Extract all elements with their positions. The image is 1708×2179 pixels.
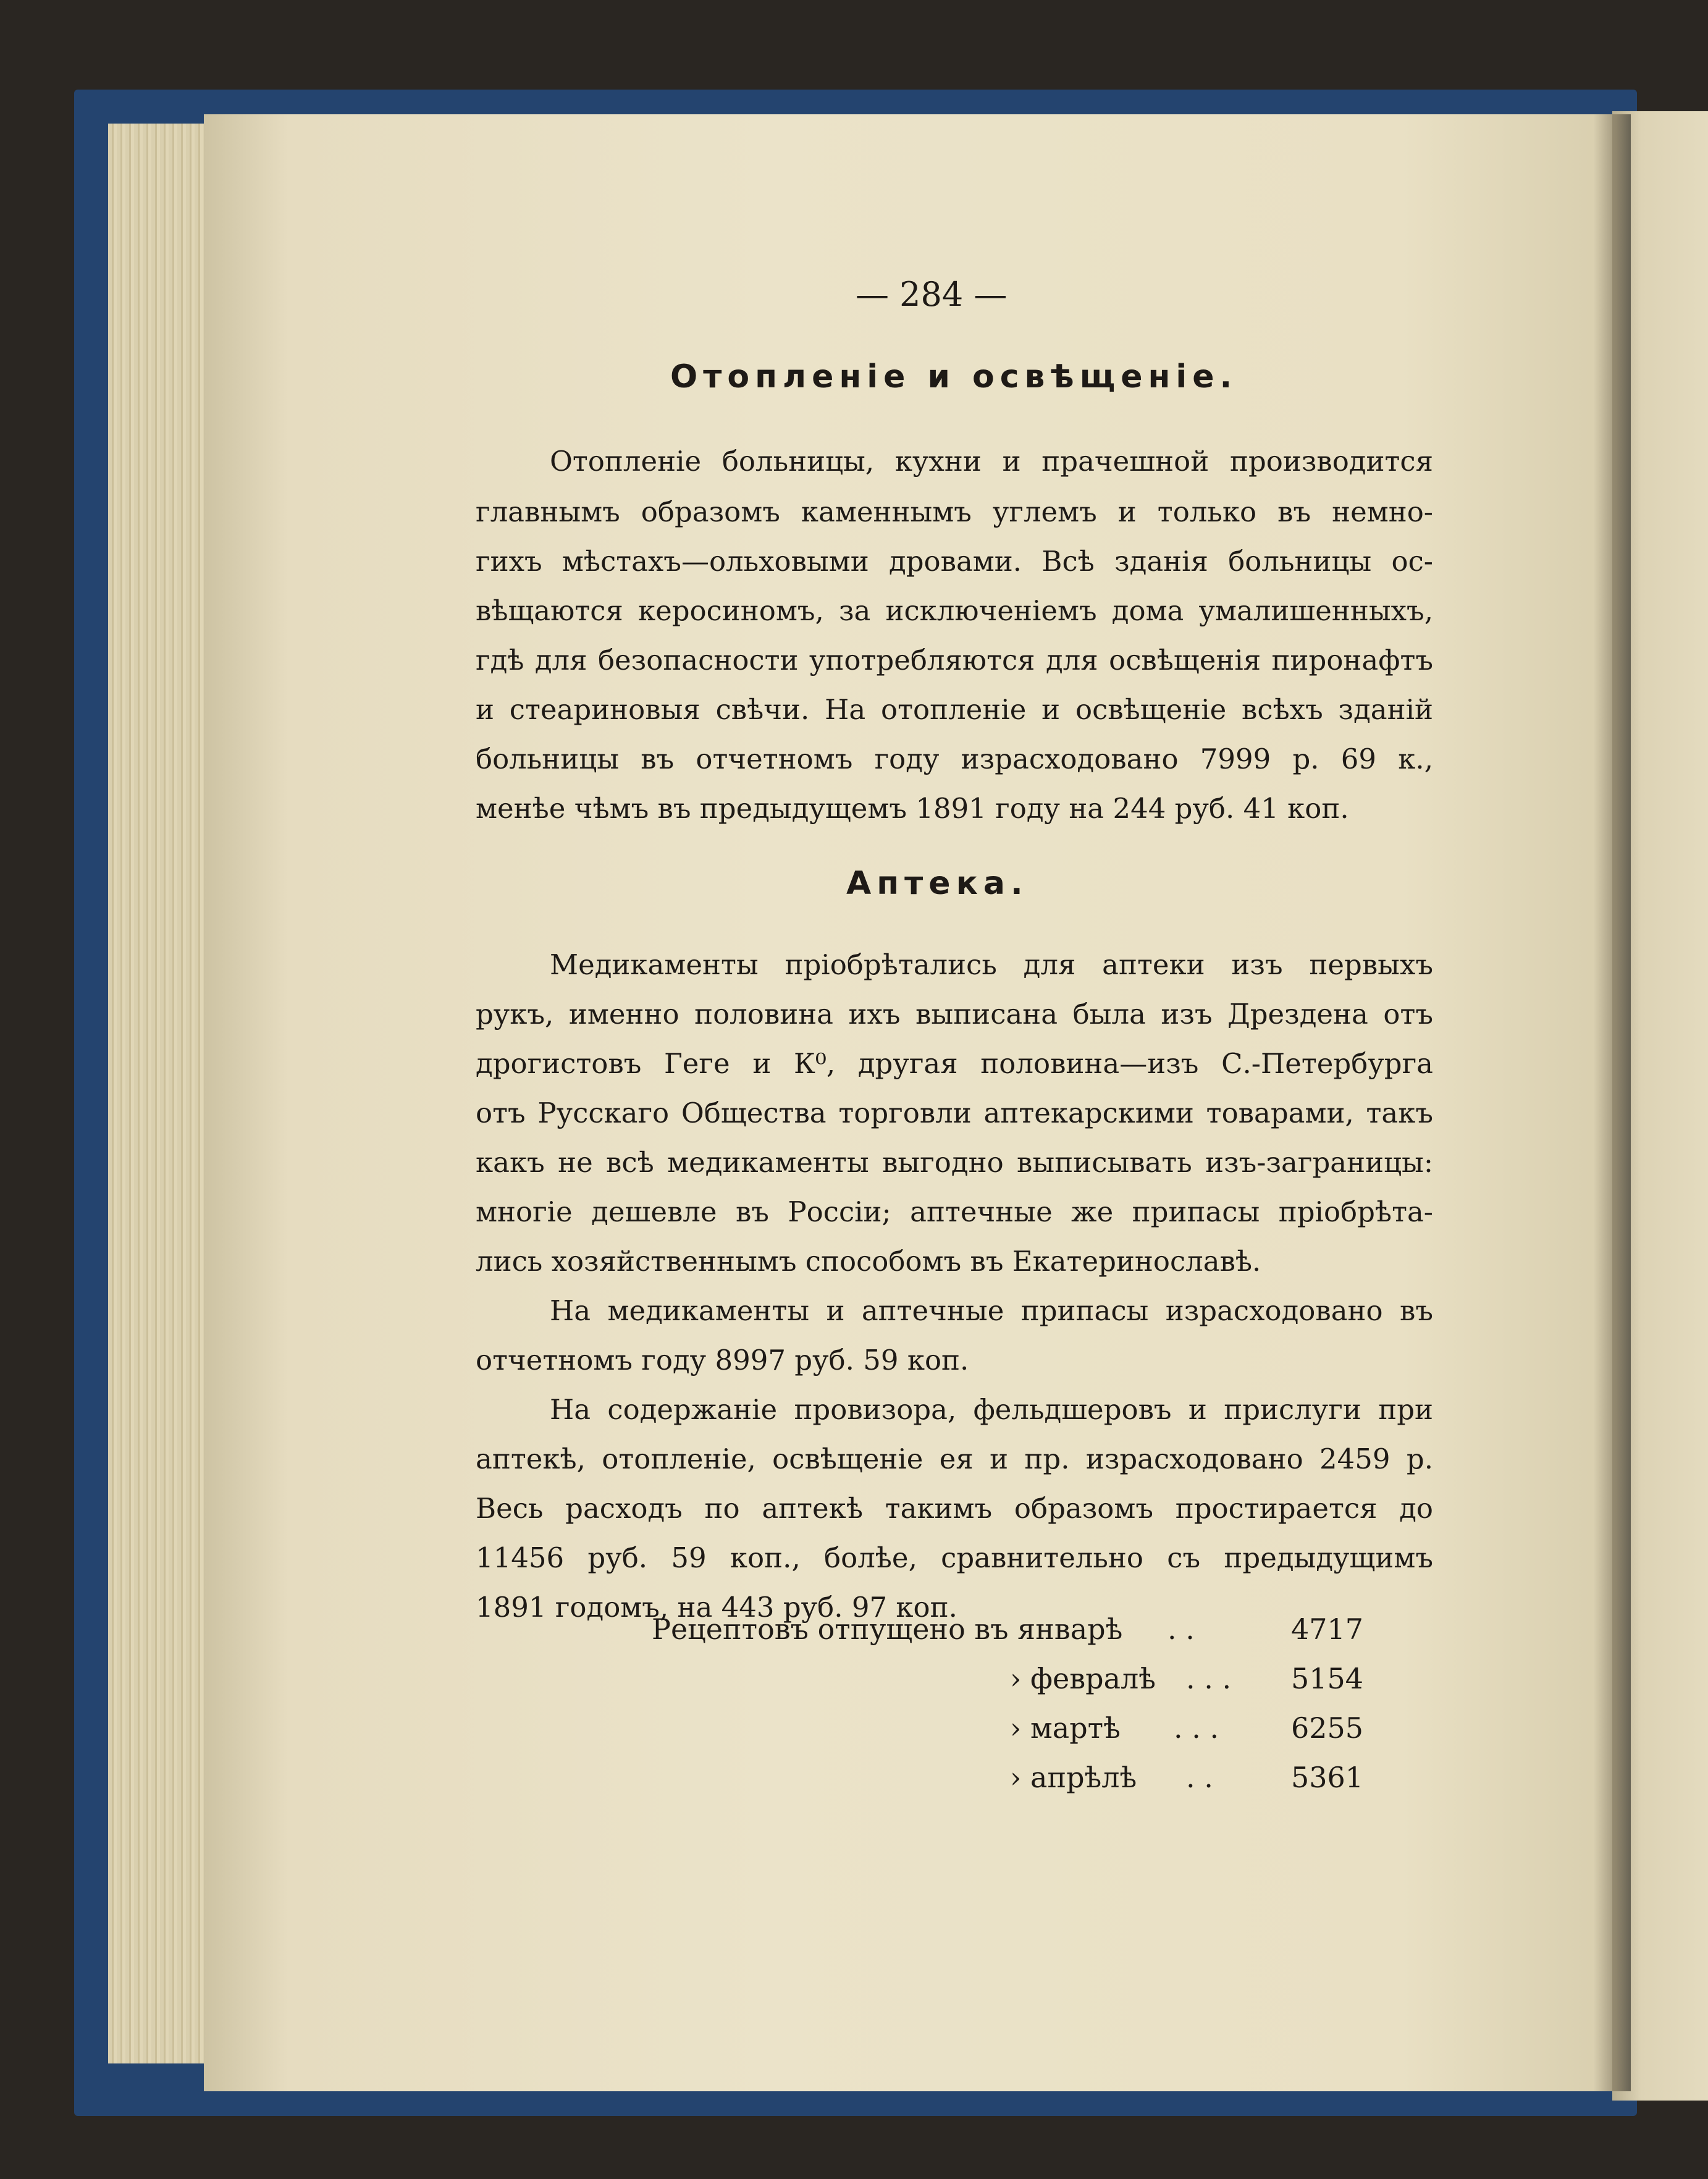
text-line: отъ Русскаго Общества торговли аптекарскими товарами, такъ [476,1097,1433,1129]
row-dots: . . [1167,1612,1195,1646]
page-number: — 284 — [856,275,1008,314]
row-label: Рецептовъ отпущено въ январѣ [652,1612,1123,1646]
text-line: какъ не всѣ медикаменты выгодно выписывать изъ-заграницы: [476,1146,1433,1179]
section-heading-pharmacy: Аптека. [846,865,1029,902]
text-line: На медикаменты и аптечные припасы израсходовано въ [550,1294,1433,1327]
text-line: многiе дешевле въ Россiи; аптечные же припасы прiобрѣта- [476,1195,1433,1228]
text-line: и стеариновыя свѣчи. На отопленiе и освѣщенiе всѣхъ зданiй [476,693,1433,726]
row-value: 5361 [1291,1761,1364,1794]
row-dots: . . [1186,1761,1213,1794]
text-line: лись хозяйственнымъ способомъ въ Екатеринославѣ. [476,1245,1261,1278]
text-line: рукъ, именно половина ихъ выписана была изъ Дрездена отъ [476,998,1433,1030]
row-value: 4717 [1291,1612,1364,1646]
text-line: больницы въ отчетномъ году израсходовано 7999 р. 69 к., [476,743,1433,775]
page-edges [108,124,213,2063]
text-line: Отопленiе больницы, кухни и прачешной производится [550,445,1433,478]
section-heading-heating: Отопленiе и освѣщенiе. [670,358,1238,395]
text-line: Медикаменты прiобрѣтались для аптеки изъ первыхъ [550,948,1433,981]
text-line: гдѣ для безопасности употребляются для освѣщенiя пиронафтъ [476,644,1433,676]
text-line: На содержанiе провизора, фельдшеровъ и прислуги при [550,1393,1433,1426]
row-dots: . . . [1174,1711,1219,1745]
text-line: 11456 руб. 59 коп., болѣе, сравнительно съ предыдущимъ [476,1541,1433,1574]
text-line: гихъ мѣстахъ—ольховыми дровами. Всѣ зданiя больницы ос- [476,545,1433,578]
text-line: отчетномъ году 8997 руб. 59 коп. [476,1344,969,1376]
text-line: вѣщаются керосиномъ, за исключенiемъ дома умалишенныхъ, [476,594,1433,627]
text-line: дрогистовъ Геге и К⁰, другая половина—изъ С.-Петербурга [476,1047,1433,1080]
text-line: аптекѣ, отопленiе, освѣщенiе ея и пр. израсходовано 2459 р. [476,1443,1433,1475]
row-dots: . . . [1186,1662,1232,1695]
text-line: менѣе чѣмъ въ предыдущемъ 1891 году на 244 руб. 41 коп. [476,792,1349,825]
row-label: › февралѣ [1010,1662,1156,1695]
text-line: Весь расходъ по аптекѣ такимъ образомъ простирается до [476,1492,1433,1525]
row-label: › апрѣлѣ [1010,1761,1137,1794]
text-line: главнымъ образомъ каменнымъ углемъ и только въ немно- [476,495,1433,528]
text-line: 1891 годомъ, на 443 руб. 97 коп. [476,1591,957,1624]
row-label: › мартѣ [1010,1711,1121,1745]
row-value: 5154 [1291,1662,1364,1695]
book-gutter [1594,114,1631,2091]
row-value: 6255 [1291,1711,1364,1745]
